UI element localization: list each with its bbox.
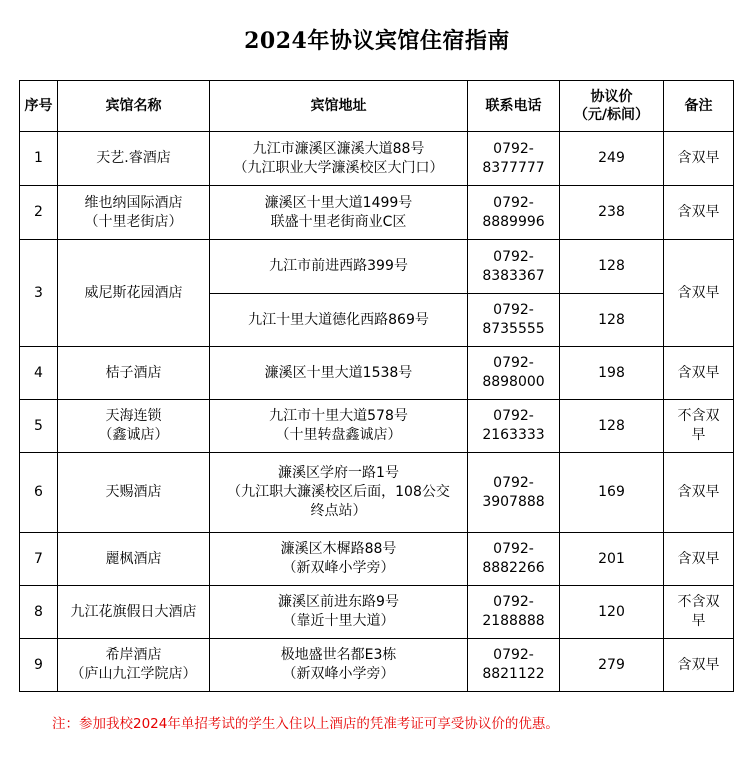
cell-address-line: （九江职业大学濂溪校区大门口） (233, 159, 444, 176)
cell-hotel-name (58, 533, 210, 586)
cell-address-line: （新双峰小学旁） (282, 560, 395, 576)
cell-phone (468, 586, 560, 639)
cell-price: 279 (560, 639, 664, 692)
cell-address-line: （靠近十里大道） (282, 613, 395, 629)
cell-price: 169 (560, 453, 664, 533)
cell-phone-line: 0792- (493, 408, 534, 424)
cell-address (210, 639, 468, 692)
cell-phone (468, 400, 560, 453)
cell-remark-line: 含双早 (677, 364, 720, 381)
cell-remark-line: 含双早 (677, 150, 720, 166)
cell-address-line: （十里转盘鑫诚店） (275, 427, 402, 443)
cell-phone-line: 0792- (493, 647, 534, 663)
cell-address-line: 九江十里大道德化西路869号 (248, 311, 429, 328)
header-price (560, 81, 664, 132)
cell-no: 4 (20, 347, 58, 400)
cell-hotel-name-line: （庐山九江学院店） (70, 666, 197, 682)
cell-address (210, 132, 468, 186)
header-remark: 备注 (664, 81, 734, 132)
cell-phone (468, 533, 560, 586)
cell-remark (664, 240, 734, 347)
cell-hotel-name (58, 186, 210, 240)
cell-address (210, 586, 468, 639)
cell-price: 201 (560, 533, 664, 586)
table-row (20, 240, 734, 294)
cell-hotel-name-line: （十里老街店） (84, 213, 183, 230)
table-row (20, 347, 734, 400)
cell-hotel-name-line: （鑫诚店） (98, 427, 169, 443)
cell-address (210, 453, 468, 533)
cell-hotel-name (58, 240, 210, 347)
cell-phone-line: 0792- (493, 194, 534, 211)
cell-price: 198 (560, 347, 664, 400)
cell-no: 9 (20, 639, 58, 692)
header-price-line1: 协议价 (590, 89, 633, 105)
cell-phone-line: 0792- (493, 140, 534, 157)
cell-remark-line: 含双早 (677, 204, 720, 220)
cell-address-line: 濂溪区十里大道1538号 (264, 364, 413, 381)
cell-address-line: 九江市十里大道578号 (269, 408, 408, 424)
cell-remark-line: 含双早 (677, 656, 720, 673)
cell-no: 2 (20, 186, 58, 240)
header-name: 宾馆名称 (58, 81, 210, 132)
cell-remark (664, 453, 734, 533)
table-row (20, 533, 734, 586)
cell-hotel-name (58, 639, 210, 692)
cell-hotel-name-line: 天赐酒店 (105, 484, 162, 500)
cell-phone-line: 0792- (493, 302, 534, 318)
table-header-row (20, 81, 734, 132)
cell-address (210, 347, 468, 400)
table-row (20, 400, 734, 453)
cell-no: 5 (20, 400, 58, 453)
cell-hotel-name-line: 桔子酒店 (105, 364, 162, 381)
cell-hotel-name-line: 九江花旗假日大酒店 (70, 603, 197, 620)
cell-no: 3 (20, 240, 58, 347)
cell-address-line: 终点站） (310, 503, 367, 519)
header-phone: 联系电话 (468, 81, 560, 132)
cell-price: 128 (560, 240, 664, 294)
cell-phone-line: 8377777 (482, 159, 545, 176)
cell-price: 128 (560, 294, 664, 347)
cell-phone (468, 186, 560, 240)
cell-phone-line: 0792- (493, 248, 534, 265)
cell-address-line: 濂溪区十里大道1499号 (264, 194, 413, 211)
cell-remark (664, 533, 734, 586)
cell-address (210, 533, 468, 586)
cell-remark-line: 含双早 (677, 550, 720, 567)
cell-remark (664, 186, 734, 240)
footnote: 注：参加我校2024年单招考试的学生入住以上酒店的凭准考证可享受协议价的优惠。 (52, 716, 559, 732)
cell-hotel-name-line: 麗枫酒店 (105, 550, 162, 567)
cell-address-line: （新双峰小学旁） (282, 666, 395, 682)
table-row (20, 186, 734, 240)
cell-phone (468, 639, 560, 692)
cell-phone (468, 132, 560, 186)
table-row (20, 586, 734, 639)
cell-hotel-name (58, 400, 210, 453)
cell-phone-line: 0792- (493, 594, 534, 610)
cell-phone-line: 3907888 (482, 493, 545, 510)
cell-remark (664, 347, 734, 400)
table-row (20, 453, 734, 533)
cell-phone (468, 294, 560, 347)
header-price-line2: （元/标间） (573, 107, 650, 123)
cell-phone-line: 8882266 (482, 560, 545, 576)
cell-phone-line: 8889996 (482, 213, 545, 230)
cell-phone-line: 8383367 (482, 267, 545, 284)
cell-remark-line: 含双早 (677, 284, 720, 301)
cell-hotel-name (58, 347, 210, 400)
cell-price: 120 (560, 586, 664, 639)
table-row (20, 132, 734, 186)
cell-address-line: 濂溪区学府一路1号 (278, 465, 399, 481)
cell-hotel-name-line: 威尼斯花园酒店 (84, 284, 183, 301)
cell-address-line: 濂溪区木樨路88号 (280, 541, 397, 557)
cell-hotel-name-line: 天艺.睿酒店 (96, 150, 171, 166)
cell-phone (468, 453, 560, 533)
cell-remark-line: 早 (691, 613, 706, 629)
cell-hotel-name-line: 天海连锁 (105, 408, 162, 424)
cell-remark-line: 早 (691, 427, 706, 443)
cell-remark (664, 639, 734, 692)
cell-phone-line: 2188888 (482, 613, 545, 629)
cell-no: 6 (20, 453, 58, 533)
cell-no: 8 (20, 586, 58, 639)
cell-address-line: 濂溪区前进东路9号 (278, 594, 399, 610)
hotel-table (19, 80, 734, 692)
cell-remark (664, 132, 734, 186)
cell-price: 128 (560, 400, 664, 453)
cell-address-line: 九江市濂溪区濂溪大道88号 (252, 140, 425, 157)
cell-address-line: 联盛十里老街商业C区 (270, 213, 407, 230)
cell-address (210, 400, 468, 453)
cell-remark (664, 400, 734, 453)
cell-hotel-name (58, 453, 210, 533)
header-no: 序号 (20, 81, 58, 132)
page-title: 2024年协议宾馆住宿指南 (244, 28, 510, 54)
table-row (20, 639, 734, 692)
cell-address (210, 186, 468, 240)
cell-address-line: 九江市前进西路399号 (269, 258, 408, 274)
cell-hotel-name (58, 132, 210, 186)
cell-phone-line: 0792- (493, 541, 534, 557)
cell-phone (468, 347, 560, 400)
cell-remark-line: 含双早 (677, 484, 720, 500)
cell-price: 249 (560, 132, 664, 186)
cell-phone-line: 8821122 (482, 666, 545, 682)
cell-address-line: （九江职大濂溪校区后面，108公交 (227, 484, 450, 500)
table-body (20, 132, 734, 692)
header-address: 宾馆地址 (210, 81, 468, 132)
cell-phone (468, 240, 560, 294)
cell-phone-line: 2163333 (482, 427, 545, 443)
cell-remark-line: 不含双 (677, 594, 720, 610)
cell-address (210, 240, 468, 294)
cell-address-line: 极地盛世名都E3栋 (280, 647, 397, 663)
cell-hotel-name (58, 586, 210, 639)
cell-phone-line: 0792- (493, 355, 534, 371)
cell-phone-line: 8735555 (482, 321, 545, 337)
cell-phone-line: 8898000 (482, 374, 545, 390)
cell-no: 1 (20, 132, 58, 186)
cell-price: 238 (560, 186, 664, 240)
cell-hotel-name-line: 维也纳国际酒店 (84, 194, 183, 211)
cell-no: 7 (20, 533, 58, 586)
cell-remark-line: 不含双 (677, 408, 720, 424)
cell-hotel-name-line: 希岸酒店 (105, 647, 162, 663)
cell-phone-line: 0792- (493, 474, 534, 491)
cell-address (210, 294, 468, 347)
cell-remark (664, 586, 734, 639)
